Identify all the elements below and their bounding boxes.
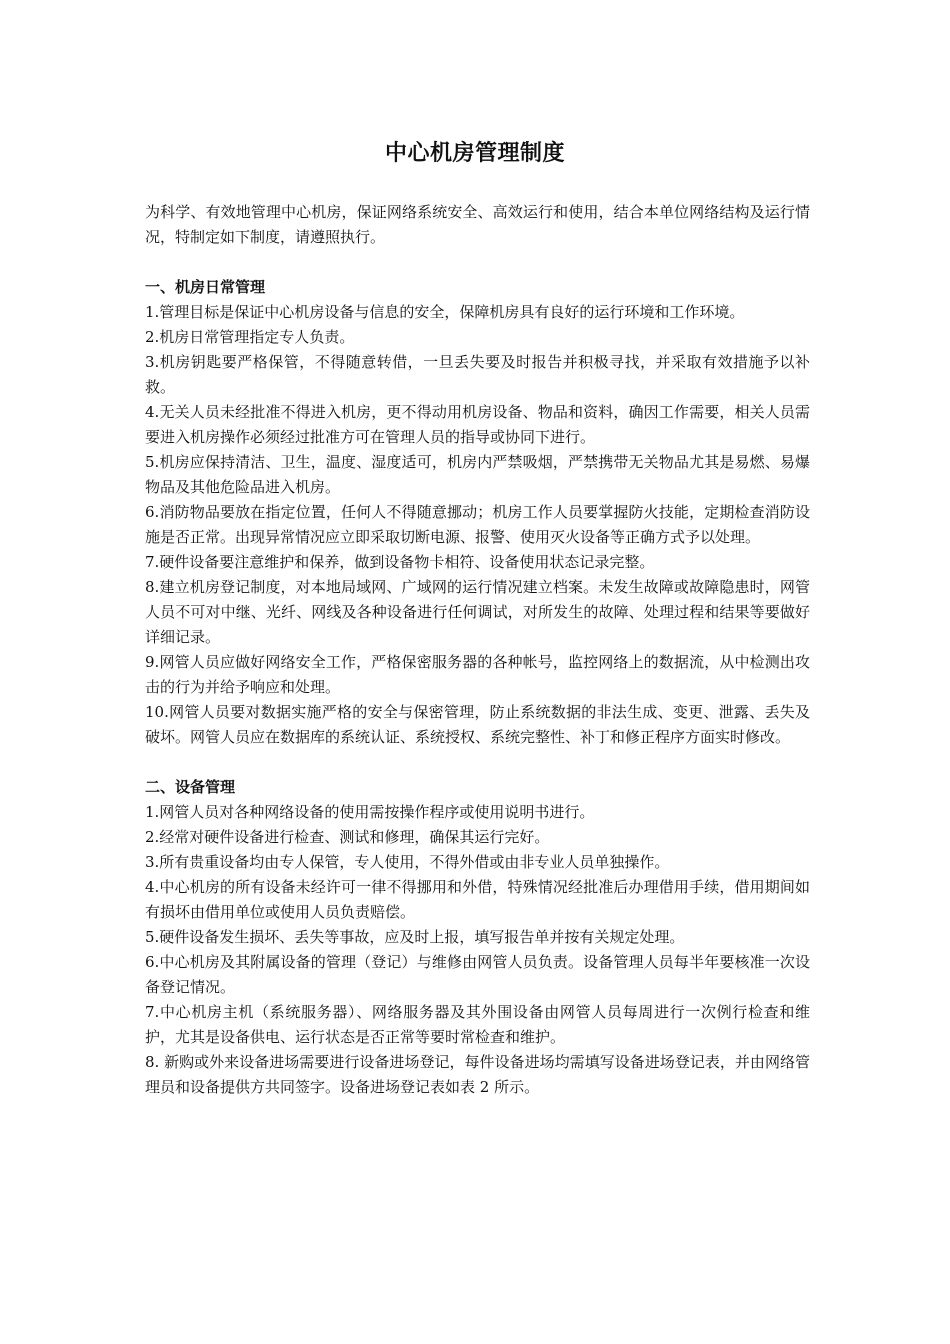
list-item: 8.建立机房登记制度，对本地局域网、广域网的运行情况建立档案。未发生故障或故障隐患时，网管人员不可对中继、光纤、网线及各种设备进行任何调试，对所发生的故障、处理过程和结果等要做好详细记录。 [145,578,810,646]
document-body [145,200,810,1100]
list-item: 5.硬件设备发生损坏、丢失等事故，应及时上报，填写报告单并按有关规定处理。 [145,928,685,946]
section-heading: 一、机房日常管理 [145,278,266,296]
list-item: 8. 新购或外来设备进场需要进行设备进场登记，每件设备进场均需填写设备进场登记表，并由网络管理员和设备提供方共同签字。设备进场登记表如表 2 所示。 [145,1053,810,1096]
list-item: 6.中心机房及其附属设备的管理（登记）与维修由网管人员负责。设备管理人员每半年要核准一次设备登记情况。 [145,953,810,996]
list-item: 1.网管人员对各种网络设备的使用需按操作程序或使用说明书进行。 [145,803,595,821]
list-item: 4.无关人员未经批准不得进入机房，更不得动用机房设备、物品和资料，确因工作需要，相关人员需要进入机房操作必须经过批准方可在管理人员的指导或协同下进行。 [145,403,810,446]
section-daily-management [145,275,810,750]
list-item: 5.机房应保持清洁、卫生，温度、湿度适可，机房内严禁吸烟，严禁携带无关物品尤其是易燃、易爆物品及其他危险品进入机房。 [145,453,810,496]
list-item: 3.所有贵重设备均由专人保管，专人使用，不得外借或由非专业人员单独操作。 [145,853,670,871]
list-item: 6.消防物品要放在指定位置，任何人不得随意挪动；机房工作人员要掌握防火技能，定期检查消防设施是否正常。出现异常情况应立即采取切断电源、报警、使用灭火设备等正确方式予以处理。 [145,503,810,546]
list-item: 10.网管人员要对数据实施严格的安全与保密管理，防止系统数据的非法生成、变更、泄露、丢失及破坏。网管人员应在数据库的系统认证、系统授权、系统完整性、补丁和修正程序方面实时修改。 [145,703,810,746]
list-item: 9.网管人员应做好网络安全工作，严格保密服务器的各种帐号，监控网络上的数据流，从中检测出攻击的行为并给予响应和处理。 [145,653,810,696]
list-item: 2.机房日常管理指定专人负责。 [145,328,355,346]
list-item: 2.经常对硬件设备进行检查、测试和修理，确保其运行完好。 [145,828,550,846]
spacer [145,750,810,775]
intro-paragraph: 为科学、有效地管理中心机房，保证网络系统安全、高效运行和使用，结合本单位网络结构及运行情况，特制定如下制度，请遵照执行。 [145,203,810,246]
list-item: 1.管理目标是保证中心机房设备与信息的安全，保障机房具有良好的运行环境和工作环境。 [145,303,745,321]
list-item: 7.中心机房主机（系统服务器）、网络服务器及其外围设备由网管人员每周进行一次例行检查和维护，尤其是设备供电、运行状态是否正常等要时常检查和维护。 [145,1003,810,1046]
list-item: 7.硬件设备要注意维护和保养，做到设备物卡相符、设备使用状态记录完整。 [145,553,655,571]
document-title: 中心机房管理制度 [384,140,565,166]
section-heading: 二、设备管理 [145,778,236,796]
spacer [145,250,810,275]
section-equipment-management [145,775,810,1100]
list-item: 4.中心机房的所有设备未经许可一律不得挪用和外借，特殊情况经批准后办理借用手续，借用期间如有损坏由借用单位或使用人员负责赔偿。 [145,878,810,921]
list-item: 3.机房钥匙要严格保管，不得随意转借，一旦丢失要及时报告并积极寻找，并采取有效措施予以补救。 [145,353,810,396]
